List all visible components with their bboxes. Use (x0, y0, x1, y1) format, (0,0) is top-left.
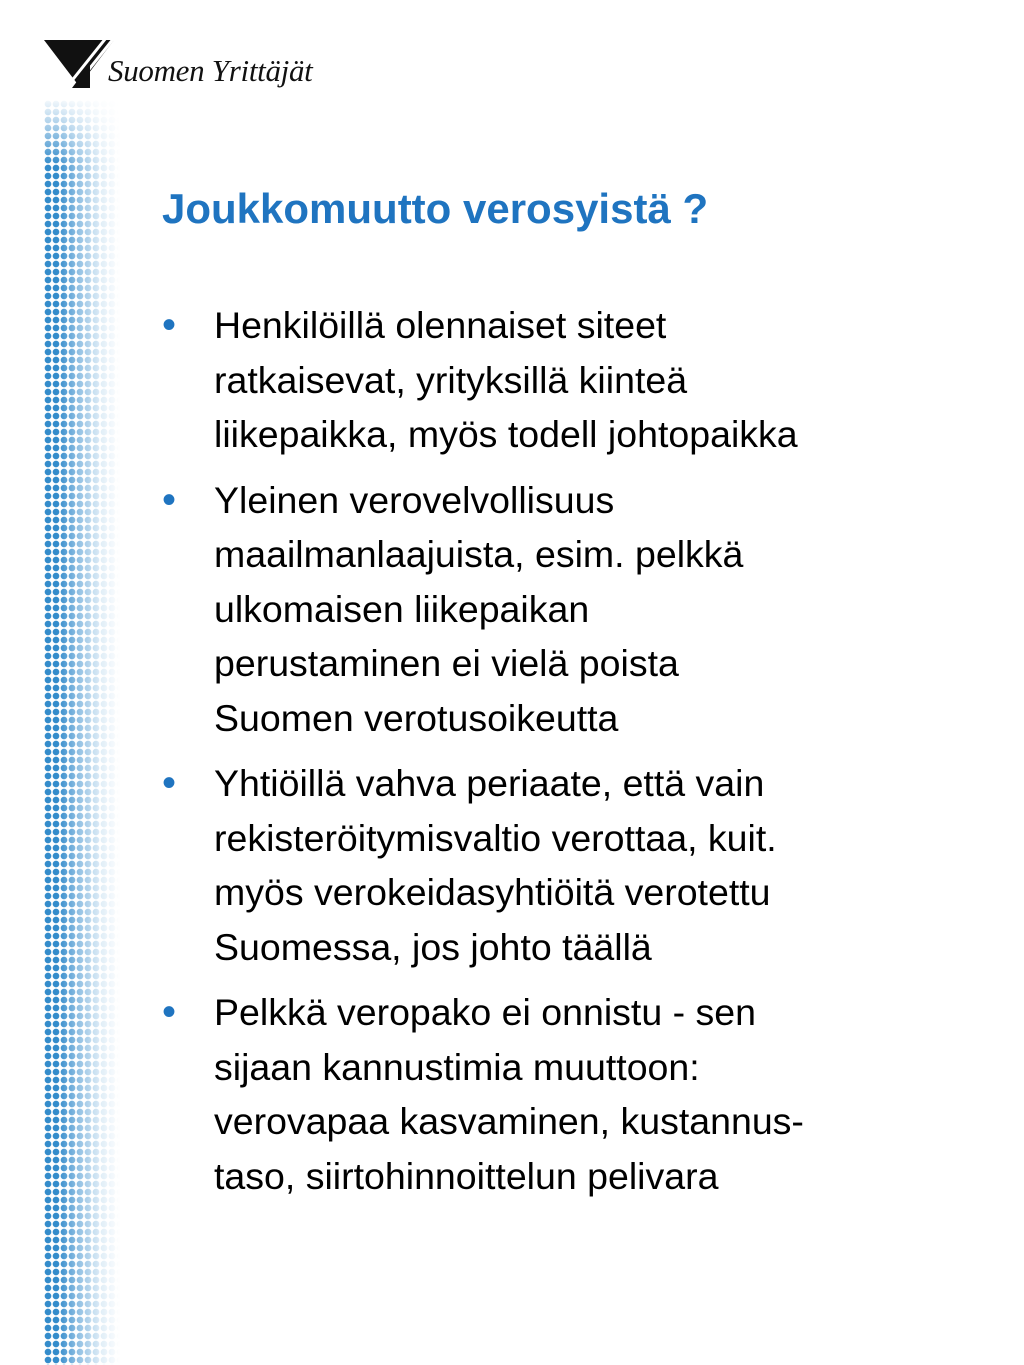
slide-title: Joukkomuutto verosyistä ? (162, 185, 709, 232)
brand-logo (44, 34, 312, 88)
dot-pattern-fade (40, 96, 130, 166)
bullet-text: Yhtiöillä vahva periaate, että vain rekisteröitymisvaltio verottaa, kuit. myös verokeidasyhtiöitä verotettu Suomessa, jos johto täällä (214, 762, 777, 968)
bullet-text: Yleinen verovelvollisuus maailmanlaajuista, esim. pelkkä ulkomaisen liikepaikan perustaminen ei vielä poista Suomen verotusoikeutta (214, 478, 744, 739)
bullet-item (162, 985, 982, 1203)
logo-wordmark: Suomen Yrittäjät (108, 53, 313, 88)
bullet-list (162, 298, 982, 1214)
bullet-text: Pelkkä veropako ei onnistu - sen sijaan kannustimia muuttoon: verovapaa kasvaminen, kustannus- taso, siirtohinnoittelun pelivara (214, 991, 804, 1197)
bullet-icon: • (162, 477, 177, 522)
bullet-icon: • (162, 990, 177, 1034)
bullet-icon: • (162, 303, 177, 347)
dot-pattern-strip (44, 100, 120, 1365)
bullet-text: Henkilöillä olennaiset siteet ratkaisevat, yrityksillä kiinteä liikepaikka, myös todell johtopaikka (214, 304, 798, 455)
bullet-item (162, 298, 982, 462)
bullet-item (162, 756, 982, 974)
stripe-triangle-logo-icon (44, 38, 114, 88)
bullet-item (162, 473, 982, 746)
bullet-icon: • (162, 761, 177, 805)
